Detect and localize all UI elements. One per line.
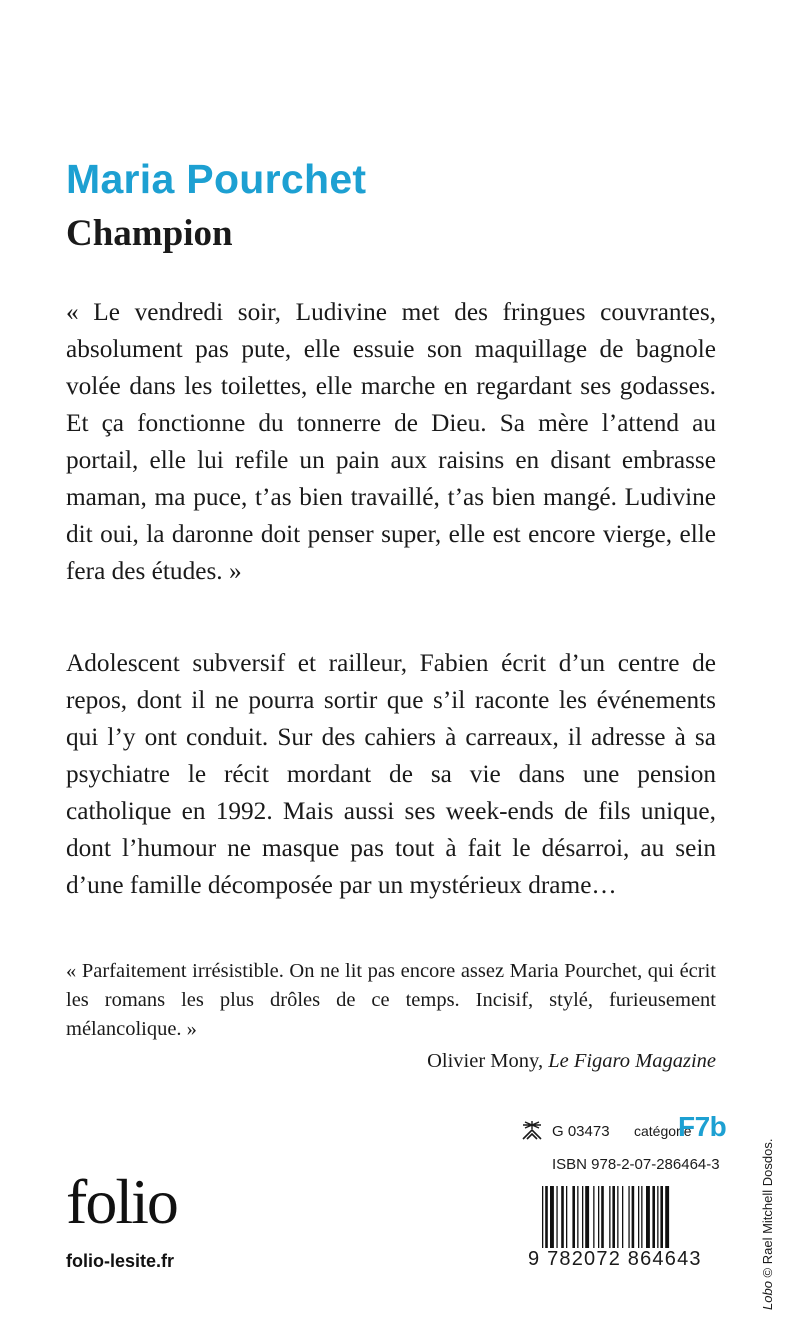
- isbn: ISBN 978-2-07-286464-3: [552, 1156, 720, 1173]
- category-label: catégorie: [634, 1123, 692, 1139]
- photo-credit: [760, 1110, 775, 1310]
- catalog-code: G 03473: [552, 1123, 610, 1140]
- review-critic: Olivier Mony,: [427, 1050, 544, 1072]
- barcode: [540, 1186, 716, 1248]
- blurb-excerpt: « Le vendredi soir, Ludivine met des fringues couvrantes, absolument pas pute, elle essuie son maquillage de bagnole volée dans les toilettes, elle marche en regardant ses godasses. Et ça fonctionne du tonnerre de Dieu. Sa mère l’attend au portail, elle lui refile un pain aux raisins en disant embrasse maman, ma puce, t’as bien travaillé, t’as bien mangé. Ludivine dit oui, la daronne doit penser super, elle est encore vierge, elle fera des études. »: [66, 298, 716, 585]
- book-title: Champion: [66, 213, 233, 254]
- author-name: Maria Pourchet: [66, 156, 367, 202]
- category-code: F7b: [678, 1111, 727, 1142]
- catalog-row: [520, 1111, 727, 1149]
- review-attribution: [427, 1047, 716, 1076]
- publisher-website: folio-lesite.fr: [66, 1251, 175, 1271]
- barcode-digits: 9 782072 864643: [528, 1248, 702, 1270]
- review-publication: Le Figaro Magazine: [548, 1050, 716, 1072]
- credit-label: Lobo: [760, 1281, 775, 1310]
- folio-logo: folio: [66, 1166, 177, 1237]
- folio-emblem-icon: [520, 1119, 544, 1143]
- review-quote: « Parfaitement irrésistible. On ne lit pas encore assez Maria Pourchet, qui écrit les romans les plus drôles de ce temps. Incisif, stylé, furieusement mélancolique. »: [66, 960, 716, 1040]
- credit-text: © Rael Mitchell Dosdos.: [760, 1138, 775, 1278]
- blurb-summary: Adolescent subversif et railleur, Fabien écrit d’un centre de repos, dont il ne pourra sortir que s’il raconte les événements qui l’y ont conduit. Sur des cahiers à carreaux, il adresse à sa psychiatre le récit mordant de sa vie dans une pension catholique en 1992. Mais aussi ses week-ends de fils unique, dont l’humour ne masque pas tout à fait le désarroi, au sein d’une famille décomposée par un mystérieux drame…: [66, 649, 716, 899]
